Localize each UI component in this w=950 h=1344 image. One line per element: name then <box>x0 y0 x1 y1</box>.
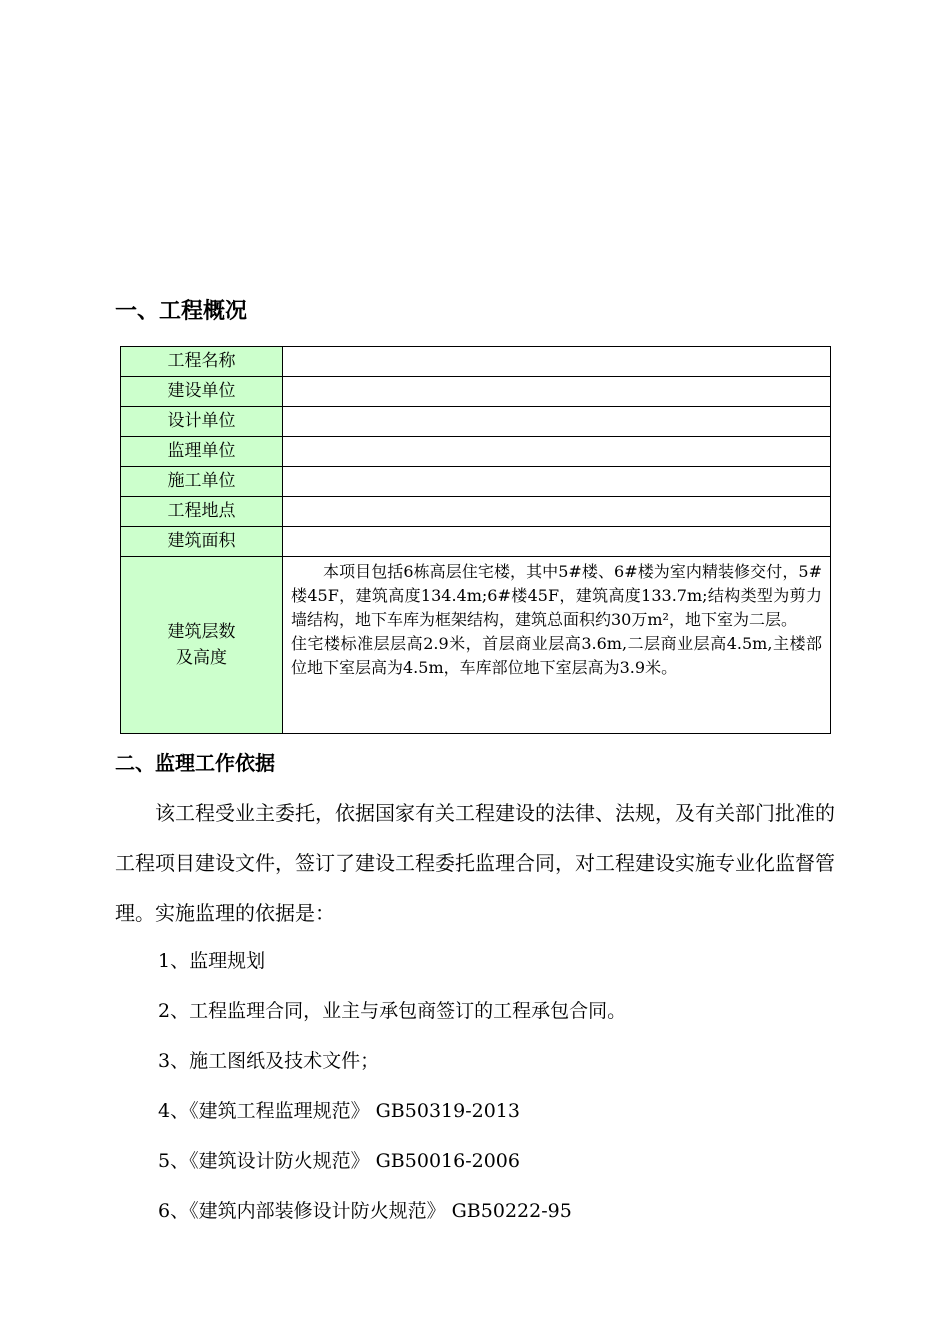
table-row-height <box>121 557 831 734</box>
table-row <box>121 437 831 467</box>
row-label: 工程名称 <box>121 347 283 377</box>
section-2-heading: 二、监理工作依据 <box>115 751 275 775</box>
table-row <box>121 467 831 497</box>
row-value <box>283 467 831 497</box>
description-paragraph: 住宅楼标准层层高2.9米，首层商业层高3.6m,二层商业层高4.5m,主楼部位地下室层高为4.5m，车库部位地下室层高为3.9米。 <box>291 634 822 677</box>
section-1-heading: 一、工程概况 <box>115 299 248 324</box>
row-value <box>283 527 831 557</box>
list-item: 3、施工图纸及技术文件； <box>158 1050 380 1072</box>
row-label: 监理单位 <box>121 437 283 467</box>
list-item: 5、《建筑设计防火规范》 GB50016-2006 <box>158 1150 520 1172</box>
height-description <box>283 557 831 734</box>
table-row <box>121 347 831 377</box>
description-paragraph: 本项目包括6栋高层住宅楼，其中5#楼、6#楼为室内精装修交付，5#楼45F，建筑高度134.4m;6#楼45F，建筑高度133.7m;结构类型为剪力墙结构，地下车库为框架结构，建筑总面积约30万m²，地下室为二层。 <box>291 562 822 629</box>
label-line: 建筑层数 <box>167 621 236 642</box>
project-overview-table <box>120 346 831 734</box>
row-label: 设计单位 <box>121 407 283 437</box>
list-item: 1、监理规划 <box>158 950 266 972</box>
row-value <box>283 497 831 527</box>
row-label: 建设单位 <box>121 377 283 407</box>
row-label: 工程地点 <box>121 497 283 527</box>
list-item: 6、《建筑内部装修设计防火规范》 GB50222-95 <box>158 1200 572 1222</box>
list-item: 2、工程监理合同，业主与承包商签订的工程承包合同。 <box>158 1000 627 1022</box>
table-row <box>121 377 831 407</box>
row-value <box>283 407 831 437</box>
list-item: 4、《建筑工程监理规范》 GB50319-2013 <box>158 1100 520 1122</box>
row-label-height <box>121 557 283 734</box>
table-row <box>121 407 831 437</box>
label-line: 及高度 <box>176 648 227 668</box>
row-label: 建筑面积 <box>121 527 283 557</box>
intro-paragraph: 该工程受业主委托，依据国家有关工程建设的法律、法规，及有关部门批准的工程项目建设文件，签订了建设工程委托监理合同，对工程建设实施专业化监督管理。实施监理的依据是： <box>115 801 835 925</box>
table-row <box>121 497 831 527</box>
row-value <box>283 377 831 407</box>
row-value <box>283 437 831 467</box>
row-label: 施工单位 <box>121 467 283 497</box>
row-value <box>283 347 831 377</box>
table-row <box>121 527 831 557</box>
